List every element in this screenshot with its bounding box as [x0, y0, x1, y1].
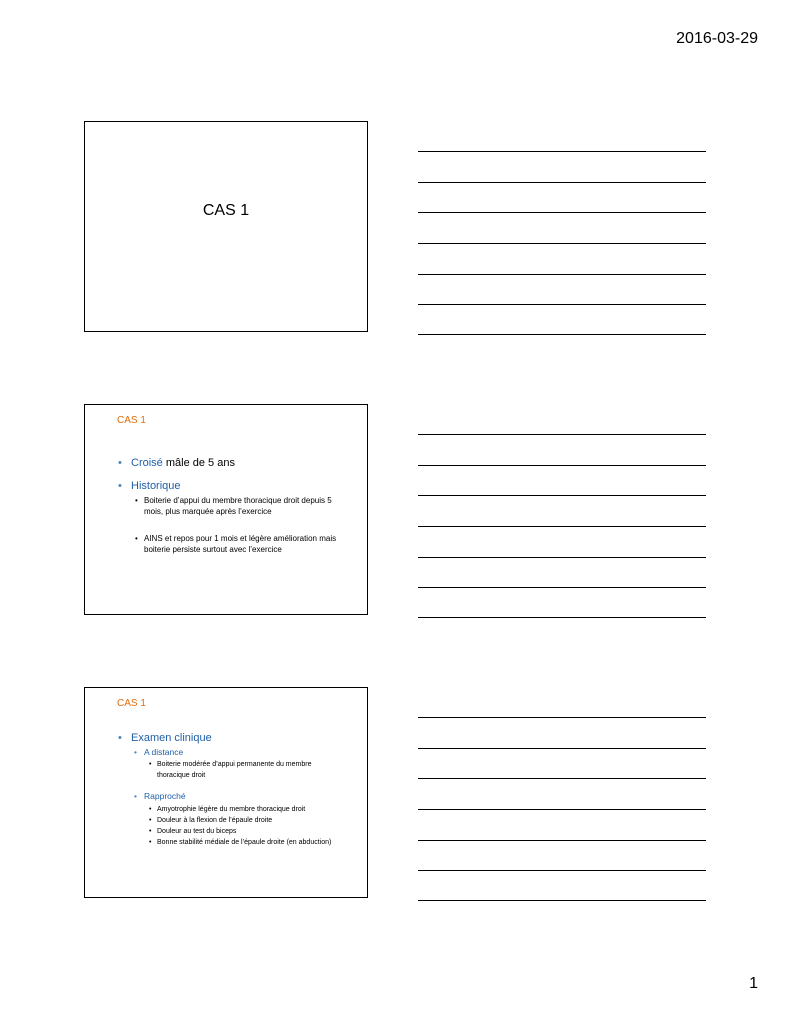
bullet-dot: •: [118, 480, 122, 492]
note-line: [418, 526, 706, 527]
bullet-item: [85, 731, 367, 745]
bullet-list: [85, 456, 367, 555]
bullet-highlight: Croisé: [131, 457, 163, 469]
sub-sub-bullet-text: Douleur à la flexion de l’épaule droite: [157, 817, 273, 824]
page-date: 2016-03-29: [676, 30, 758, 47]
sub-sub-bullet-text: Amyotrophie légère du membre thoracique droit: [157, 806, 306, 813]
note-line: [418, 809, 706, 810]
sub-sub-bullet-text: Boiterie modérée d’appui permanente du membre thoracique droit: [157, 761, 312, 779]
slide-header: CAS 1: [117, 415, 146, 426]
sub-sub-bullet-text: Douleur au test du biceps: [157, 828, 237, 835]
note-line: [418, 465, 706, 466]
bullet-label: Examen clinique: [131, 732, 212, 744]
bullet-dot: •: [135, 534, 138, 543]
note-line: [418, 557, 706, 558]
note-line: [418, 778, 706, 779]
note-line: [418, 748, 706, 749]
sub-bullet-item: [85, 533, 367, 555]
sub-bullet-text: Boiterie d’appui du membre thoracique droit depuis 5 mois, plus marquée après l’exercice: [144, 496, 332, 516]
note-line: [418, 334, 706, 335]
bullet-dot: •: [135, 496, 138, 505]
bullet-list: [85, 731, 367, 848]
slide-2: [84, 404, 368, 615]
note-line: [418, 617, 706, 618]
note-line: [418, 151, 706, 152]
bullet-dot: •: [149, 806, 152, 813]
bullet-dot: •: [149, 839, 152, 846]
sub-sub-bullet-item: [85, 804, 367, 815]
bullet-item: [85, 456, 367, 470]
note-line: [418, 212, 706, 213]
sub-bullet-item: [85, 790, 367, 802]
note-line: [418, 243, 706, 244]
bullet-dot: •: [118, 732, 122, 744]
slide-3: [84, 687, 368, 898]
note-line: [418, 182, 706, 183]
note-line: [418, 717, 706, 718]
slide-header: CAS 1: [117, 698, 146, 709]
page-number: 1: [749, 975, 758, 992]
slide-title: CAS 1: [202, 202, 250, 219]
note-line: [418, 870, 706, 871]
bullet-dot: •: [149, 761, 152, 768]
sub-sub-bullet-item: [85, 815, 367, 826]
bullet-label: Historique: [131, 480, 181, 492]
bullet-dot: •: [149, 817, 152, 824]
note-line: [418, 840, 706, 841]
sub-sub-bullet-item: [85, 759, 367, 781]
sub-sub-bullet-item: [85, 837, 367, 848]
note-line: [418, 495, 706, 496]
sub-bullet-label: A distance: [144, 747, 184, 757]
sub-bullet-label: Rapproché: [144, 791, 186, 801]
sub-bullet-text: AINS et repos pour 1 mois et légère amélioration mais boiterie persiste surtout avec l’exercice: [144, 534, 337, 554]
slide-1: [84, 121, 368, 332]
bullet-dot: •: [134, 747, 137, 757]
sub-bullet-item: [85, 746, 367, 758]
bullet-text: mâle de 5 ans: [162, 457, 235, 469]
bullet-item: [85, 479, 367, 493]
note-line: [418, 274, 706, 275]
note-line: [418, 434, 706, 435]
sub-sub-bullet-text: Bonne stabilité médiale de l’épaule droite (en abduction): [157, 839, 332, 846]
sub-sub-bullet-item: [85, 826, 367, 837]
bullet-dot: •: [134, 791, 137, 801]
bullet-dot: •: [118, 457, 122, 469]
note-line: [418, 587, 706, 588]
bullet-dot: •: [149, 828, 152, 835]
note-line: [418, 304, 706, 305]
sub-bullet-item: [85, 495, 367, 517]
note-line: [418, 900, 706, 901]
